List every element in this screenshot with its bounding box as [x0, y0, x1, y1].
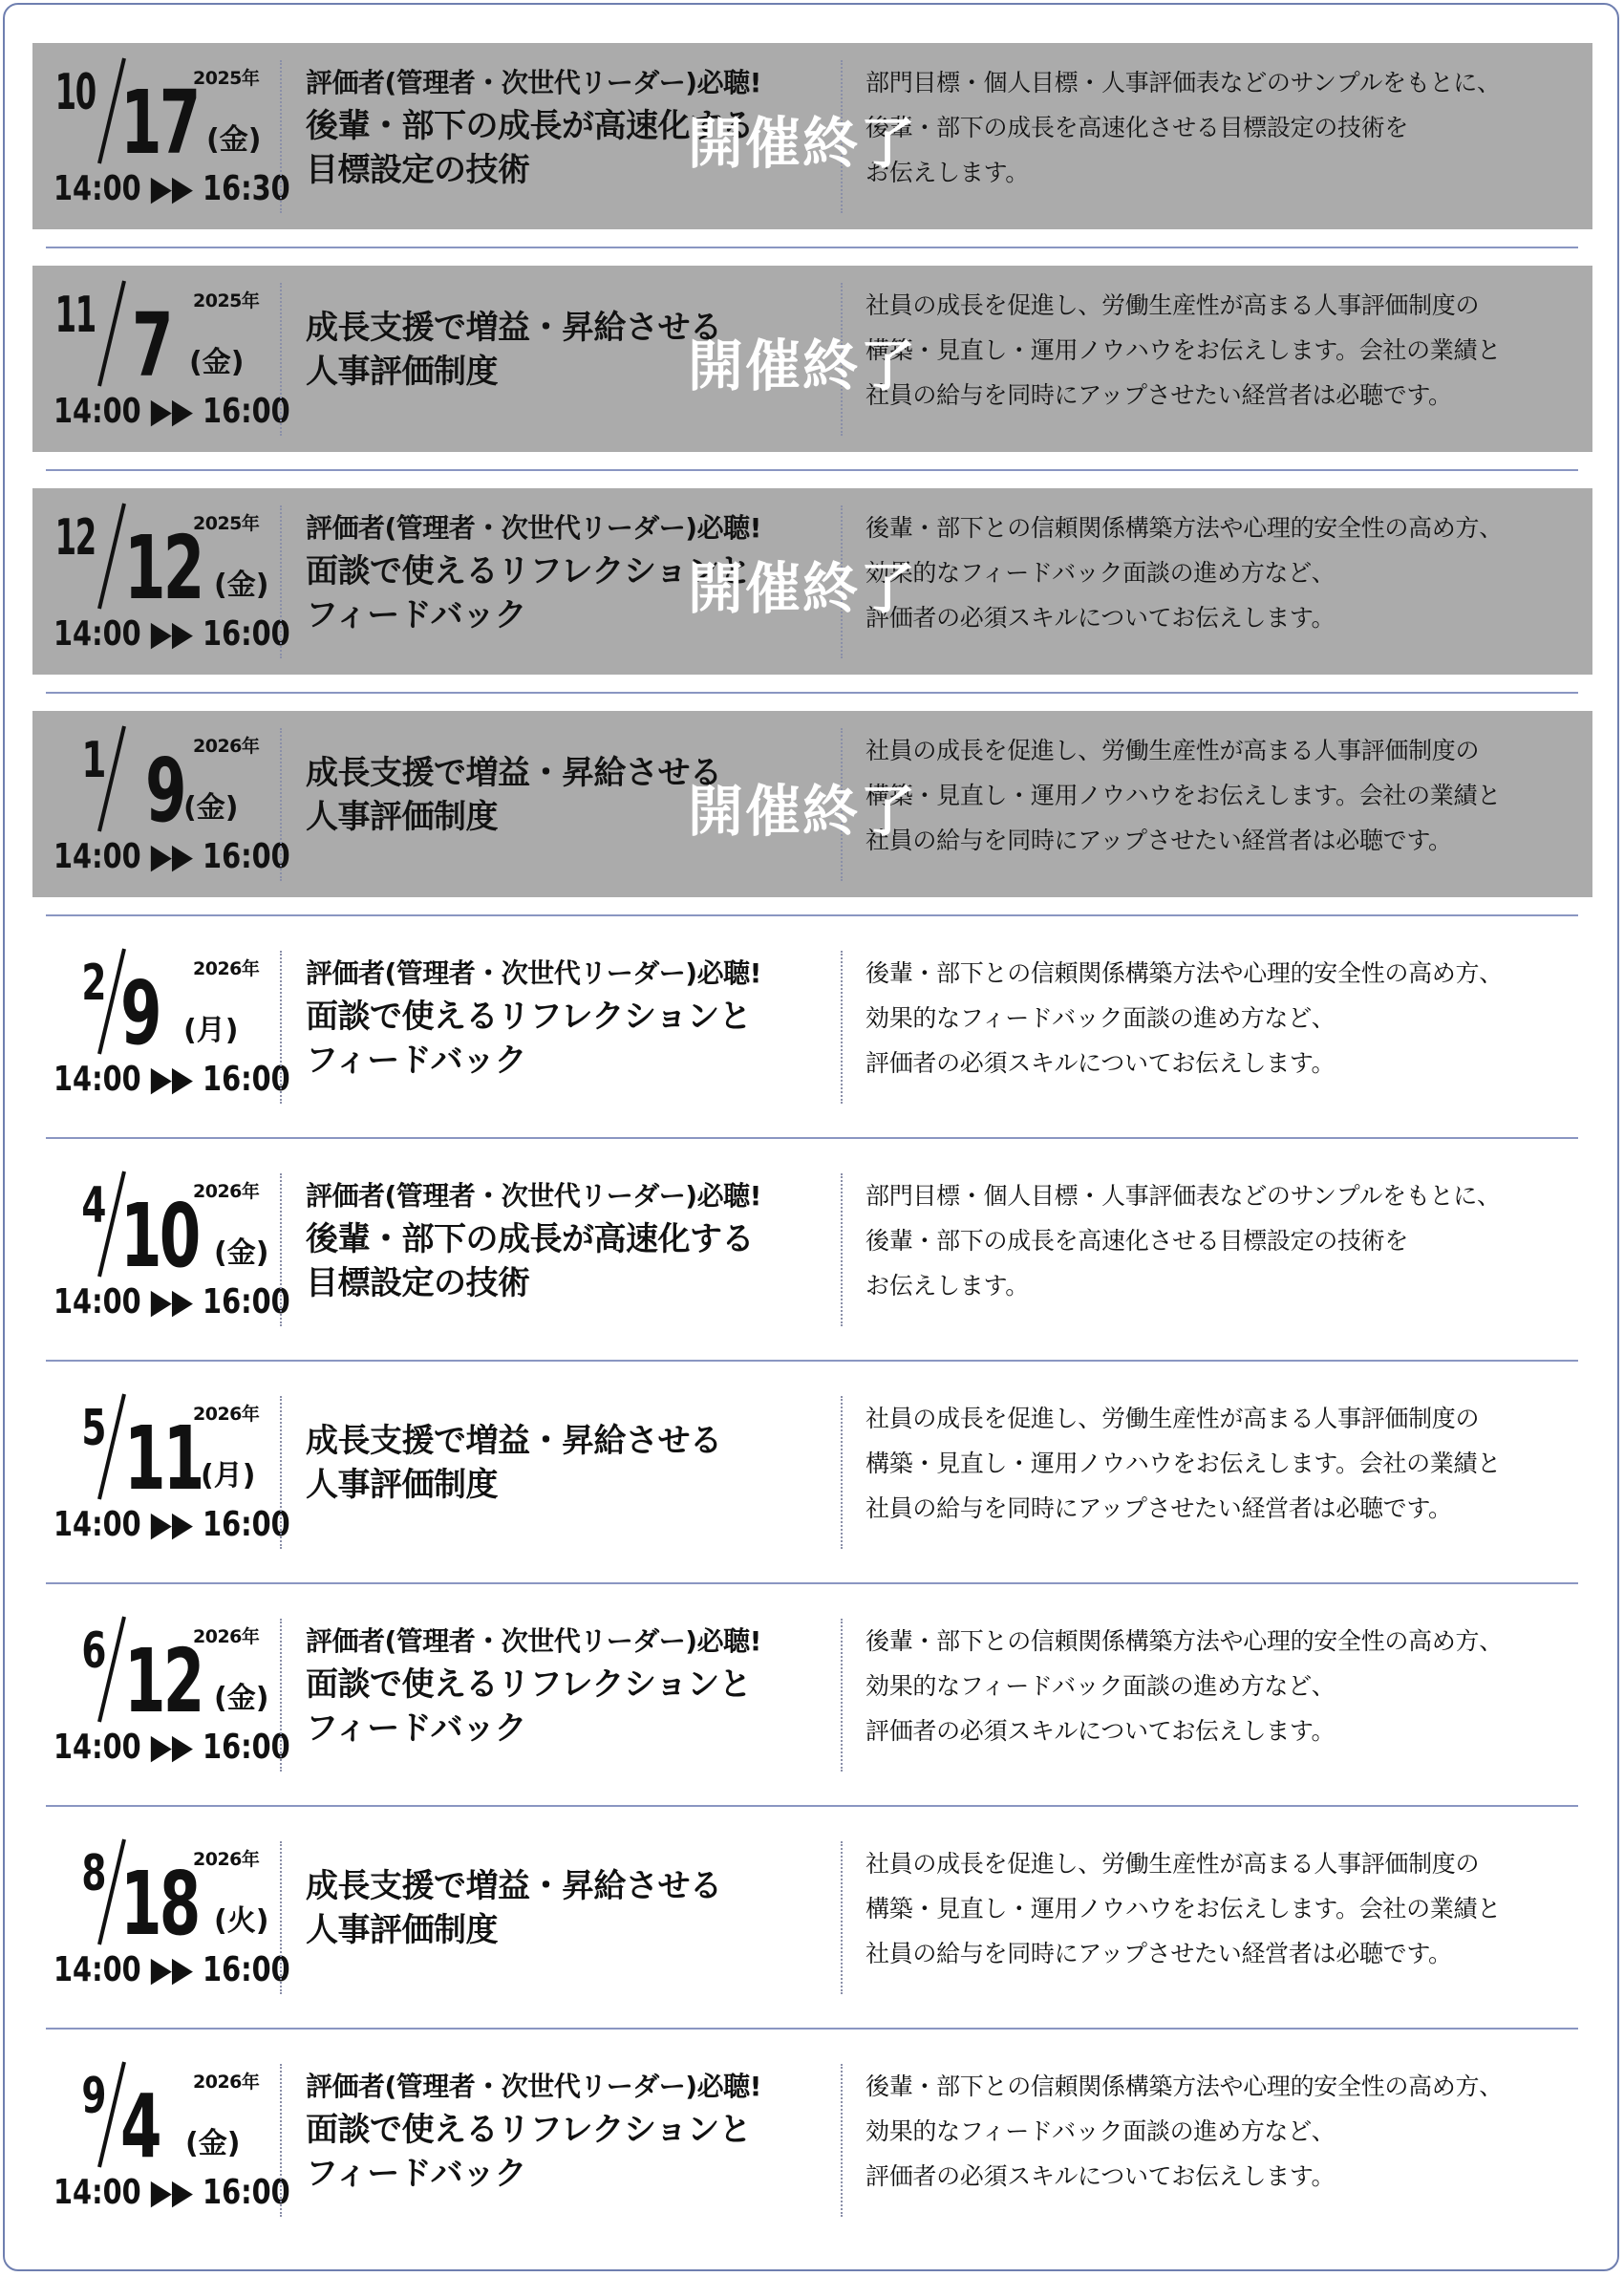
- seminar-date: [32, 488, 290, 675]
- row-separator: [46, 1805, 1578, 1807]
- dotted-divider: [841, 2064, 843, 2217]
- seminar-target-note: 評価者(管理者・次世代リーダー)必聴!: [306, 512, 761, 544]
- seminar-day: 11: [124, 1407, 203, 1510]
- seminar-target-note: 評価者(管理者・次世代リーダー)必聴!: [306, 1625, 761, 1657]
- seminar-title-line: 人事評価制度: [306, 1911, 498, 1949]
- seminar-title-line: 成長支援で増益・昇給させる: [306, 1867, 722, 1905]
- seminar-date: [32, 711, 290, 897]
- description-line: 後輩・部下の成長を高速化させる目標設定の技術を: [865, 1227, 1409, 1255]
- seminar-title-block: [306, 1175, 841, 1305]
- row-separator: [46, 247, 1578, 248]
- seminar-weekday: (月): [183, 1014, 239, 1047]
- dotted-divider: [280, 1841, 282, 1994]
- seminar-date: [32, 1379, 290, 1565]
- seminar-row: [32, 1824, 1592, 2010]
- description-line: 部門目標・個人目標・人事評価表などのサンプルをもとに、: [865, 69, 1501, 97]
- description-line: お伝えします。: [865, 159, 1029, 186]
- seminar-time: 14:00 ▶▶ 16:00: [53, 614, 290, 654]
- description-line: 評価者の必須スキルについてお伝えします。: [865, 1717, 1336, 1745]
- seminar-year: 2025年: [193, 68, 260, 89]
- seminar-row: [32, 2047, 1592, 2233]
- seminar-description: [865, 1841, 1592, 1976]
- seminar-title-block: [306, 2066, 841, 2196]
- description-line: 構築・見直し・運用ノウハウをお伝えします。会社の業績と: [865, 1450, 1501, 1477]
- seminar-date: [32, 1824, 290, 2010]
- seminar-title-line: 面談で使えるリフレクションと: [306, 2111, 752, 2149]
- description-line: 構築・見直し・運用ノウハウをお伝えします。会社の業績と: [865, 782, 1501, 809]
- description-line: お伝えします。: [865, 1272, 1029, 1300]
- seminar-year: 2025年: [193, 513, 260, 534]
- seminar-description: [865, 951, 1592, 1085]
- dotted-divider: [841, 1396, 843, 1549]
- seminar-weekday: (金): [214, 1682, 269, 1715]
- seminar-day: 10: [120, 1185, 199, 1287]
- description-line: 後輩・部下との信頼関係構築方法や心理的安全性の高め方、: [865, 1627, 1503, 1655]
- seminar-day: 9: [120, 962, 160, 1064]
- row-separator: [46, 914, 1578, 916]
- dotted-divider: [280, 283, 282, 436]
- seminar-row: [32, 711, 1592, 897]
- dotted-divider: [280, 60, 282, 213]
- seminar-row: [32, 1156, 1592, 1343]
- seminar-title-line: 成長支援で増益・昇給させる: [306, 309, 722, 347]
- seminar-title-line: フィードバック: [306, 1709, 527, 1748]
- seminar-day: 17: [120, 72, 199, 174]
- description-line: 社員の成長を促進し、労働生産性が高まる人事評価制度の: [865, 737, 1480, 764]
- seminar-month: 5: [81, 1400, 105, 1457]
- seminar-day: 12: [124, 517, 203, 619]
- seminar-day: 12: [124, 1630, 203, 1732]
- seminar-year: 2026年: [193, 736, 260, 757]
- event-ended-overlay: 開催終了: [688, 111, 918, 176]
- seminar-row: [32, 934, 1592, 1120]
- seminar-month: 2: [81, 955, 105, 1012]
- description-line: 効果的なフィードバック面談の進め方など、: [865, 1004, 1336, 1032]
- seminar-title-line: フィードバック: [306, 2155, 527, 2193]
- seminar-title-line: 面談で使えるリフレクションと: [306, 998, 752, 1036]
- dotted-divider: [841, 951, 843, 1104]
- description-line: 後輩・部下との信頼関係構築方法や心理的安全性の高め方、: [865, 959, 1503, 987]
- seminar-description: [865, 1173, 1592, 1308]
- seminar-month: 10: [54, 64, 96, 121]
- seminar-time: 14:00 ▶▶ 16:00: [53, 1282, 290, 1321]
- seminar-month: 4: [81, 1177, 105, 1235]
- seminar-year: 2026年: [193, 1404, 260, 1425]
- seminar-row: [32, 488, 1592, 675]
- event-ended-overlay: 開催終了: [688, 779, 918, 844]
- seminar-time: 14:00 ▶▶ 16:00: [53, 1950, 290, 1989]
- description-line: 効果的なフィードバック面談の進め方など、: [865, 2117, 1336, 2145]
- dotted-divider: [280, 505, 282, 658]
- date-slash-icon: [96, 722, 128, 835]
- seminar-title-line: 目標設定の技術: [306, 1264, 530, 1302]
- seminar-time: 14:00 ▶▶ 16:00: [53, 2173, 290, 2212]
- seminar-time: 14:00 ▶▶ 16:00: [53, 392, 290, 431]
- seminar-row: [32, 43, 1592, 229]
- seminar-month: 1: [81, 732, 105, 789]
- seminar-year: 2025年: [193, 290, 260, 311]
- seminar-description: [865, 505, 1592, 640]
- seminar-row: [32, 266, 1592, 452]
- seminar-title-line: フィードバック: [306, 1042, 527, 1080]
- seminar-description: [865, 1619, 1592, 1753]
- description-line: 社員の給与を同時にアップさせたい経営者は必聴です。: [865, 1940, 1452, 1967]
- seminar-title-block: [306, 953, 841, 1083]
- seminar-weekday: (金): [185, 2127, 241, 2160]
- row-separator: [46, 469, 1578, 471]
- seminar-day: 9: [145, 740, 184, 842]
- description-line: 社員の給与を同時にアップさせたい経営者は必聴です。: [865, 827, 1452, 854]
- seminar-time: 14:00 ▶▶ 16:00: [53, 1728, 290, 1767]
- description-line: 社員の成長を促進し、労働生産性が高まる人事評価制度の: [865, 1405, 1480, 1432]
- description-line: 社員の給与を同時にアップさせたい経営者は必聴です。: [865, 381, 1452, 409]
- seminar-weekday: (金): [189, 346, 245, 379]
- description-line: 効果的なフィードバック面談の進め方など、: [865, 1672, 1336, 1700]
- seminar-year: 2026年: [193, 2072, 260, 2093]
- seminar-weekday: (月): [201, 1459, 256, 1493]
- seminar-weekday: (金): [183, 791, 239, 825]
- seminar-title-line: 目標設定の技術: [306, 151, 530, 189]
- description-line: 構築・見直し・運用ノウハウをお伝えします。会社の業績と: [865, 1895, 1501, 1923]
- date-slash-icon: [96, 277, 128, 390]
- seminar-title-block: [306, 1864, 841, 1952]
- seminar-weekday: (火): [214, 1904, 269, 1938]
- seminar-month: 12: [54, 509, 96, 567]
- seminar-target-note: 評価者(管理者・次世代リーダー)必聴!: [306, 1180, 761, 1212]
- seminar-title-block: [306, 1419, 841, 1507]
- description-line: 構築・見直し・運用ノウハウをお伝えします。会社の業績と: [865, 336, 1501, 364]
- seminar-day: 7: [132, 294, 171, 397]
- dotted-divider: [841, 1619, 843, 1772]
- seminar-year: 2026年: [193, 1626, 260, 1647]
- description-line: 部門目標・個人目標・人事評価表などのサンプルをもとに、: [865, 1182, 1501, 1210]
- seminar-date: [32, 1601, 290, 1788]
- seminar-target-note: 評価者(管理者・次世代リーダー)必聴!: [306, 957, 761, 989]
- date-slash-icon: [96, 1390, 128, 1503]
- seminar-year: 2026年: [193, 1849, 260, 1870]
- seminar-date: [32, 266, 290, 452]
- seminar-title-line: 面談で使えるリフレクションと: [306, 552, 752, 591]
- seminar-title-line: 人事評価制度: [306, 798, 498, 836]
- seminar-row: [32, 1379, 1592, 1565]
- event-ended-overlay: 開催終了: [688, 333, 918, 398]
- row-separator: [46, 1137, 1578, 1139]
- dotted-divider: [841, 1173, 843, 1326]
- seminar-month: 8: [81, 1845, 105, 1902]
- description-line: 評価者の必須スキルについてお伝えします。: [865, 1049, 1336, 1077]
- row-separator: [46, 692, 1578, 694]
- dotted-divider: [280, 728, 282, 881]
- seminar-time: 14:00 ▶▶ 16:00: [53, 1505, 290, 1544]
- seminar-title-line: 成長支援で増益・昇給させる: [306, 754, 722, 792]
- seminar-date: [32, 2047, 290, 2233]
- seminar-title-line: 面談で使えるリフレクションと: [306, 1665, 752, 1704]
- row-separator: [46, 2028, 1578, 2030]
- seminar-date: [32, 43, 290, 229]
- seminar-target-note: 評価者(管理者・次世代リーダー)必聴!: [306, 67, 761, 98]
- seminar-title-line: 人事評価制度: [306, 353, 498, 391]
- seminar-date: [32, 1156, 290, 1343]
- row-separator: [46, 1360, 1578, 1362]
- description-line: 評価者の必須スキルについてお伝えします。: [865, 2162, 1336, 2190]
- seminar-description: [865, 2064, 1592, 2199]
- date-slash-icon: [96, 500, 128, 612]
- seminar-month: 11: [54, 287, 96, 344]
- seminar-month: 6: [81, 1622, 105, 1680]
- seminar-weekday: (金): [206, 123, 262, 157]
- dotted-divider: [280, 1396, 282, 1549]
- seminar-description: [865, 1396, 1592, 1531]
- dotted-divider: [841, 1841, 843, 1994]
- date-slash-icon: [96, 1613, 128, 1726]
- seminar-description: [865, 60, 1592, 195]
- description-line: 社員の成長を促進し、労働生産性が高まる人事評価制度の: [865, 291, 1480, 319]
- seminar-title-line: 後輩・部下の成長が高速化する: [306, 1220, 754, 1258]
- seminar-title-line: 後輩・部下の成長が高速化する: [306, 107, 754, 145]
- seminar-weekday: (金): [214, 1236, 269, 1270]
- seminar-description: [865, 283, 1592, 418]
- dotted-divider: [280, 1173, 282, 1326]
- event-ended-overlay: 開催終了: [688, 556, 918, 621]
- description-line: 評価者の必須スキルについてお伝えします。: [865, 604, 1336, 632]
- seminar-title-line: 成長支援で増益・昇給させる: [306, 1422, 722, 1460]
- description-line: 後輩・部下との信頼関係構築方法や心理的安全性の高め方、: [865, 514, 1503, 542]
- seminar-time: 14:00 ▶▶ 16:30: [53, 169, 290, 208]
- seminar-day: 18: [120, 1853, 199, 1955]
- seminar-title-line: フィードバック: [306, 596, 527, 634]
- seminar-year: 2026年: [193, 1181, 260, 1202]
- description-line: 社員の給与を同時にアップさせたい経営者は必聴です。: [865, 1494, 1452, 1522]
- seminar-time: 14:00 ▶▶ 16:00: [53, 837, 290, 876]
- seminar-title-block: [306, 1621, 841, 1751]
- description-line: 社員の成長を促進し、労働生産性が高まる人事評価制度の: [865, 1850, 1480, 1878]
- seminar-row: [32, 1601, 1592, 1788]
- seminar-year: 2026年: [193, 958, 260, 979]
- seminar-target-note: 評価者(管理者・次世代リーダー)必聴!: [306, 2071, 761, 2102]
- seminar-date: [32, 934, 290, 1120]
- description-line: 効果的なフィードバック面談の進め方など、: [865, 559, 1336, 587]
- seminar-day: 4: [120, 2075, 160, 2178]
- seminar-description: [865, 728, 1592, 863]
- row-separator: [46, 1582, 1578, 1584]
- seminar-title-line: 人事評価制度: [306, 1466, 498, 1504]
- dotted-divider: [280, 1619, 282, 1772]
- seminar-time: 14:00 ▶▶ 16:00: [53, 1060, 290, 1099]
- dotted-divider: [280, 951, 282, 1104]
- description-line: 後輩・部下の成長を高速化させる目標設定の技術を: [865, 114, 1409, 141]
- description-line: 後輩・部下との信頼関係構築方法や心理的安全性の高め方、: [865, 2073, 1503, 2100]
- dotted-divider: [280, 2064, 282, 2217]
- seminar-month: 9: [81, 2068, 105, 2125]
- seminar-weekday: (金): [214, 569, 269, 602]
